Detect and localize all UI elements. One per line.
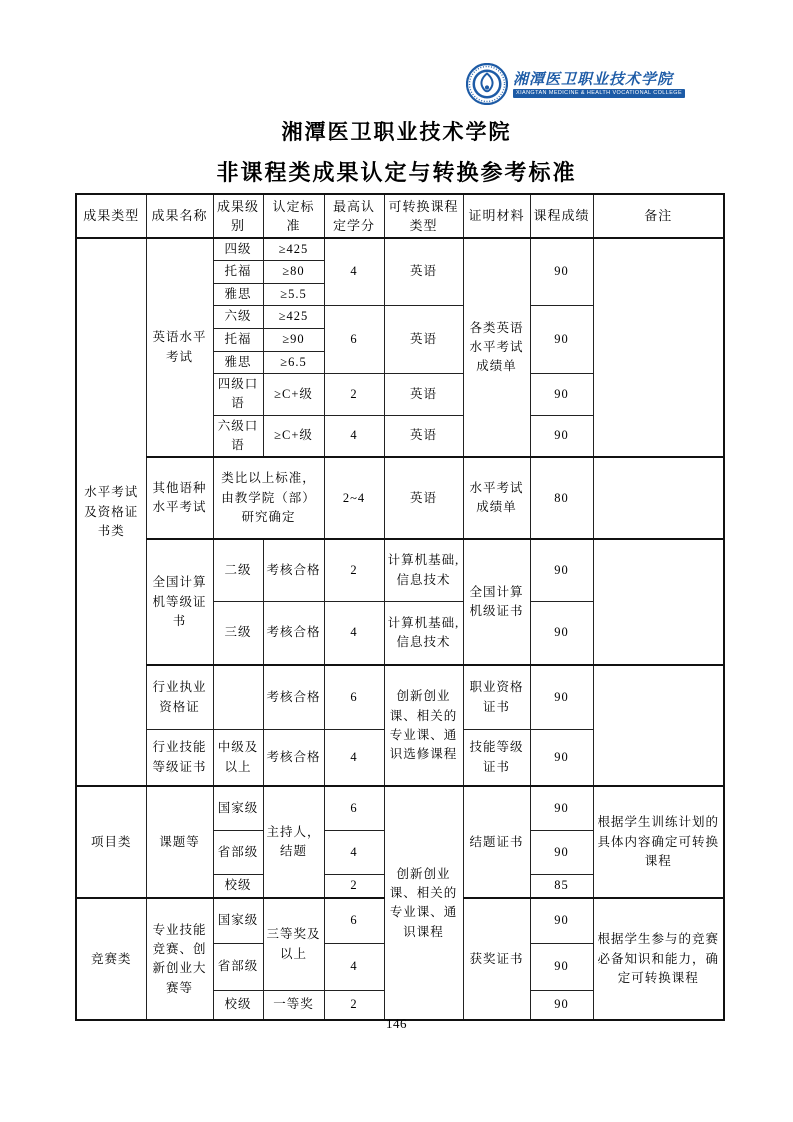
cell-other-credit: 2~4 (324, 457, 384, 539)
cell-compt-credit3: 2 (324, 990, 384, 1020)
cell-other-proof: 水平考试成绩单 (463, 457, 530, 539)
cell-compt-name: 专业技能竞赛、创新创业大赛等 (146, 898, 213, 1020)
cell-eng-name: 英语水平考试 (146, 238, 213, 457)
college-name-english-band: XIANGTAN MEDICINE & HEALTH VOCATIONAL COLLEGE (513, 89, 685, 98)
standards-table (75, 193, 725, 1021)
cell-eng-s1: ≥425 (263, 238, 324, 261)
cell-proj-note: 根据学生训练计划的具体内容确定可转换课程 (593, 786, 724, 898)
college-name-calligraphy: 湘潭医卫职业技术学院 (513, 69, 674, 88)
cell-skill-name: 行业技能等级证书 (146, 729, 213, 786)
cell-compt-credit1: 6 (324, 898, 384, 943)
cell-eng-l6: 雅思 (213, 351, 263, 373)
cell-empty-note (593, 238, 724, 457)
cell-skill-level: 中级及以上 (213, 729, 263, 786)
table-row (76, 665, 724, 729)
cell-proj-l3: 校级 (213, 874, 263, 898)
page-subtitle: 非课程类成果认定与转换参考标准 (216, 160, 577, 185)
college-emblem-icon (466, 63, 508, 105)
cell-skill-score: 90 (530, 729, 593, 786)
cell-comp-course1: 计算机基础,信息技术 (384, 539, 463, 601)
cell-eng-credit-d: 4 (324, 415, 384, 457)
cell-cat-level: 水平考试及资格证书类 (76, 238, 146, 786)
cell-proj-standard: 主持人，结题 (263, 786, 324, 898)
cell-empty-level (213, 665, 263, 729)
cell-eng-s4: ≥425 (263, 306, 324, 329)
cell-eng-score-a: 90 (530, 238, 593, 306)
cell-proj-credit3: 2 (324, 874, 384, 898)
cell-eng-credit-c: 2 (324, 373, 384, 415)
cell-proj-l2: 省部级 (213, 830, 263, 874)
cell-comp-proof: 全国计算机级证书 (463, 539, 530, 665)
cell-lic-credit: 6 (324, 665, 384, 729)
cell-cat-competition: 竞赛类 (76, 898, 146, 1020)
cell-comp-s1: 考核合格 (263, 539, 324, 601)
cell-lic-name: 行业执业资格证 (146, 665, 213, 729)
cell-compt-l1: 国家级 (213, 898, 263, 943)
table-row (76, 786, 724, 830)
college-logo-text (513, 71, 685, 98)
cell-eng-course-d: 英语 (384, 415, 463, 457)
cell-eng-credit-b: 6 (324, 306, 384, 374)
cell-eng-l5: 托福 (213, 329, 263, 351)
cell-empty-note (593, 539, 724, 665)
cell-lic-proof: 职业资格证书 (463, 665, 530, 729)
cell-empty-note (593, 665, 724, 786)
cell-eng-score-d: 90 (530, 415, 593, 457)
cell-proj-score2: 90 (530, 830, 593, 874)
col-header-note: 备注 (593, 194, 724, 238)
cell-proj-score3: 85 (530, 874, 593, 898)
cell-eng-score-c: 90 (530, 373, 593, 415)
header-row (76, 194, 724, 238)
cell-compt-l3: 校级 (213, 990, 263, 1020)
cell-proj-name: 课题等 (146, 786, 213, 898)
cell-eng-l1: 四级 (213, 238, 263, 261)
cell-eng-l2: 托福 (213, 261, 263, 283)
col-header-standard: 认定标准 (263, 194, 324, 238)
cell-empty-note (593, 457, 724, 539)
cell-eng-s8: ≥C+级 (263, 415, 324, 457)
cell-other-name: 其他语种水平考试 (146, 457, 213, 539)
cell-proj-score1: 90 (530, 786, 593, 830)
cell-comp-s2: 考核合格 (263, 601, 324, 665)
cell-compt-note: 根据学生参与的竞赛必备知识和能力，确定可转换课程 (593, 898, 724, 1020)
cell-comp-course2: 计算机基础,信息技术 (384, 601, 463, 665)
cell-eng-s2: ≥80 (263, 261, 324, 283)
cell-eng-s7: ≥C+级 (263, 373, 324, 415)
cell-compt-standard12: 三等奖及以上 (263, 898, 324, 990)
cell-comp-l1: 二级 (213, 539, 263, 601)
cell-compt-credit2: 4 (324, 943, 384, 990)
cell-proj-proof: 结题证书 (463, 786, 530, 898)
college-logo (466, 63, 685, 105)
cell-compt-standard3: 一等奖 (263, 990, 324, 1020)
cell-eng-course-c: 英语 (384, 373, 463, 415)
cell-compt-l2: 省部级 (213, 943, 263, 990)
cell-eng-score-b: 90 (530, 306, 593, 374)
cell-skill-credit: 4 (324, 729, 384, 786)
cell-compt-score3: 90 (530, 990, 593, 1020)
cell-eng-course-b: 英语 (384, 306, 463, 374)
cell-proj-comp-course: 创新创业课、相关的专业课、通识课程 (384, 786, 463, 1020)
col-header-name: 成果名称 (146, 194, 213, 238)
cell-lic-standard: 考核合格 (263, 665, 324, 729)
cell-comp-credit1: 2 (324, 539, 384, 601)
cell-eng-s3: ≥5.5 (263, 283, 324, 305)
cell-comp-credit2: 4 (324, 601, 384, 665)
cell-eng-l4: 六级 (213, 306, 263, 329)
col-header-score: 课程成绩 (530, 194, 593, 238)
col-header-proof: 证明材料 (463, 194, 530, 238)
col-header-course-type: 可转换课程类型 (384, 194, 463, 238)
cell-other-score: 80 (530, 457, 593, 539)
cell-eng-course-a: 英语 (384, 238, 463, 306)
cell-eng-proof: 各类英语水平考试成绩单 (463, 238, 530, 457)
table-row (76, 539, 724, 601)
cell-proj-l1: 国家级 (213, 786, 263, 830)
cell-comp-l2: 三级 (213, 601, 263, 665)
cell-cat-project: 项目类 (76, 786, 146, 898)
cell-compt-proof: 获奖证书 (463, 898, 530, 1020)
cell-eng-l7: 四级口语 (213, 373, 263, 415)
cell-comp-score2: 90 (530, 601, 593, 665)
col-header-max-credit: 最高认定学分 (324, 194, 384, 238)
cell-other-standard: 类比以上标准，由教学院（部）研究确定 (213, 457, 324, 539)
cell-eng-l3: 雅思 (213, 283, 263, 305)
cell-lic-skill-course: 创新创业课、相关的专业课、通识选修课程 (384, 665, 463, 786)
cell-eng-credit-a: 4 (324, 238, 384, 306)
cell-compt-score1: 90 (530, 898, 593, 943)
cell-skill-proof: 技能等级证书 (463, 729, 530, 786)
cell-other-course: 英语 (384, 457, 463, 539)
cell-proj-credit2: 4 (324, 830, 384, 874)
cell-compt-score2: 90 (530, 943, 593, 990)
cell-comp-score1: 90 (530, 539, 593, 601)
cell-skill-standard: 考核合格 (263, 729, 324, 786)
page-title: 湘潭医卫职业技术学院 (281, 121, 512, 144)
cell-eng-l8: 六级口语 (213, 415, 263, 457)
cell-comp-name: 全国计算机等级证书 (146, 539, 213, 665)
col-header-category: 成果类型 (76, 194, 146, 238)
table-row (76, 238, 724, 261)
cell-eng-s5: ≥90 (263, 329, 324, 351)
col-header-level: 成果级别 (213, 194, 263, 238)
cell-lic-score: 90 (530, 665, 593, 729)
table-row (76, 457, 724, 539)
cell-proj-credit1: 6 (324, 786, 384, 830)
page-number: 146 (386, 1016, 407, 1031)
cell-eng-s6: ≥6.5 (263, 351, 324, 373)
